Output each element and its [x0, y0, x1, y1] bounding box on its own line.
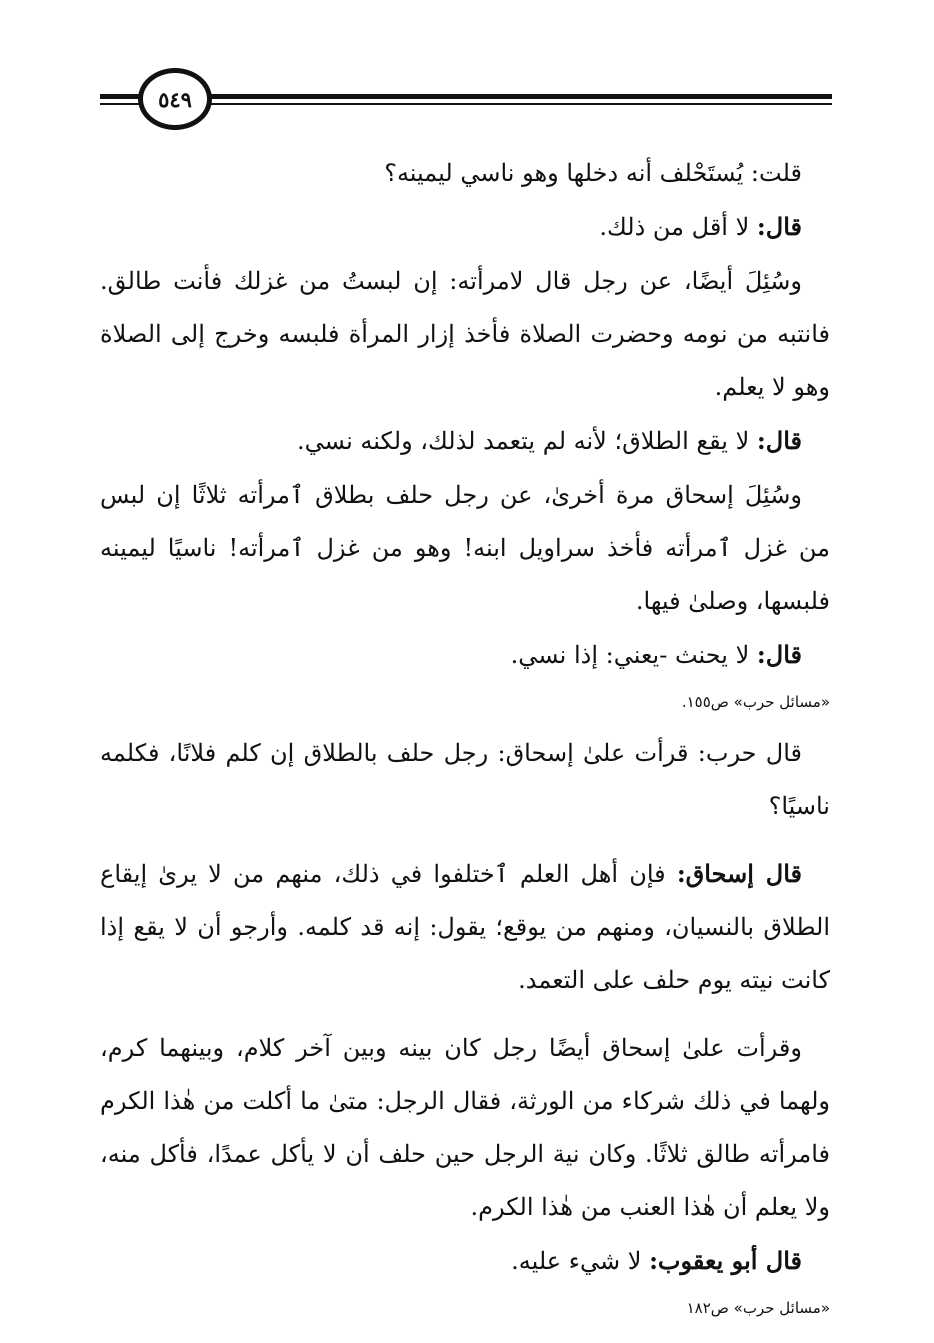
source-citation: «مسائل حرب» ص١٨٢: [686, 1299, 830, 1317]
page-number: ٥٤٩: [158, 86, 192, 112]
paragraph: [100, 468, 830, 628]
speaker-label: قال إسحاق:: [676, 859, 802, 888]
answer-paragraph: [100, 628, 830, 682]
paragraph: [100, 1021, 830, 1234]
speaker-label: قال:: [756, 640, 802, 669]
answer-paragraph: [100, 1234, 830, 1288]
answer-paragraph: [100, 414, 830, 468]
paragraph-text: وسُئِلَ إسحاق مرة أخرىٰ، عن رجل حلف بطلاق ٱمرأته ثلاثًا إن لبس من غزل ٱمرأته فأخذ سراويل ابنه! وهو من غزل ٱمرأته! ناسيًا ليمينه فلبسها، وصلىٰ فيها.: [100, 481, 830, 615]
page-header: [100, 62, 832, 142]
paragraph-text: لا يحنث -يعني: إذا نسي.: [510, 641, 757, 669]
answer-paragraph: [100, 200, 830, 254]
paragraph: [100, 146, 830, 200]
page-number-badge: [138, 68, 212, 130]
paragraph-text: لا أقل من ذلك.: [599, 213, 757, 241]
paragraph: [100, 254, 830, 414]
speaker-label: قال:: [756, 426, 802, 455]
paragraph-text: قال حرب: قرأت علىٰ إسحاق: رجل حلف بالطلاق إن كلم فلانًا، فكلمه ناسيًا؟: [100, 739, 830, 820]
answer-paragraph: [100, 847, 830, 1007]
speaker-label: قال:: [756, 212, 802, 241]
source-citation: «مسائل حرب» ص١٥٥.: [681, 693, 830, 711]
page-body: [100, 146, 830, 1332]
paragraph-text: فإن أهل العلم ٱختلفوا في ذلك، منهم من لا يرىٰ إيقاع الطلاق بالنسيان، ومنهم من يوقع؛ يقول: إنه قد كلمه. وأرجو أن لا يقع إذا كانت نيته يوم حلف على التعمد.: [100, 860, 830, 994]
paragraph: [100, 726, 830, 833]
paragraph-text: لا شيء عليه.: [511, 1247, 650, 1275]
speaker-label: قال أبو يعقوب:: [649, 1246, 802, 1275]
paragraph-text: قلت: يُستَحْلف أنه دخلها وهو ناسي ليمينه؟: [384, 159, 802, 187]
paragraph-text: وسُئِلَ أيضًا، عن رجل قال لامرأته: إن لبستُ من غزلك فأنت طالق. فانتبه من نومه وحضرت الصلاة فأخذ إزار المرأة فلبسه وخرج إلى الصلاة وهو لا يعلم.: [100, 267, 830, 401]
paragraph-text: لا يقع الطلاق؛ لأنه لم يتعمد لذلك، ولكنه نسي.: [297, 427, 757, 455]
paragraph-text: وقرأت علىٰ إسحاق أيضًا رجل كان بينه وبين آخر كلام، وبينهما كرم، ولهما في ذلك شركاء من الورثة، فقال الرجل: متىٰ ما أكلت من هٰذا الكرم فامرأته طالق ثلاثًا. وكان نية الرجل حين حلف أن لا يأكل عمدًا، فأكل منه، ولا يعلم أن هٰذا العنب من هٰذا الكرم.: [100, 1034, 830, 1221]
